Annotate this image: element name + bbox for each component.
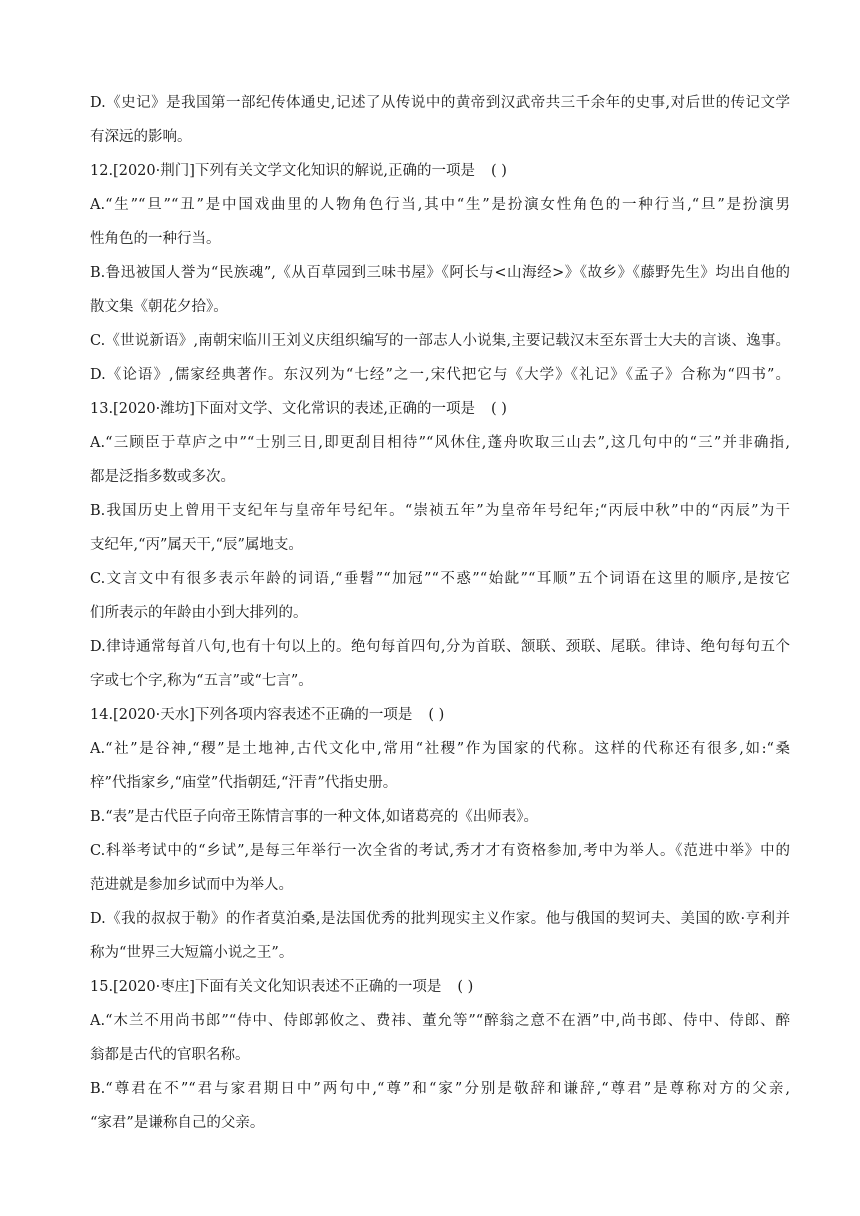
- option-b: B.我国历史上曾用干支纪年与皇帝年号纪年。“崇祯五年”为皇帝年号纪年;“丙辰中秋”中的“丙辰”为干: [90, 503, 790, 519]
- text-line: 有深远的影响。: [90, 129, 192, 145]
- text-line: 性角色的一种行当。: [90, 231, 221, 247]
- text-line: 范进就是参加乡试而中为举人。: [90, 877, 293, 893]
- text-line: 们所表示的年龄由小到大排列的。: [90, 605, 308, 621]
- option-a: A.“木兰不用尚书郎”“侍中、侍郎郭攸之、费祎、董允等”“醉翁之意不在酒”中,尚书郎、侍中、侍郎、醉: [90, 1013, 790, 1029]
- option-d: D.律诗通常每首八句,也有十句以上的。绝句每首四句,分为首联、颔联、颈联、尾联。律诗、绝句每句五个: [90, 639, 790, 655]
- text-line: 都是泛指多数或多次。: [90, 469, 235, 485]
- question-text: 13.[2020·潍坊]下面对文学、文化常识的表述,正确的一项是: [90, 401, 475, 417]
- text-line: D.《史记》是我国第一部纪传体通史,记述了从传说中的黄帝到汉武帝共三千余年的史事,对后世的传记文学: [90, 95, 790, 111]
- text-line: 字或七个字,称为“五言”或“七言”。: [90, 673, 313, 689]
- text-line: 称为“世界三大短篇小说之王”。: [90, 945, 294, 961]
- document-page: [90, 86, 790, 1140]
- option-c: C.科举考试中的“乡试”,是每三年举行一次全省的考试,秀才才有资格参加,考中为举人。《范进中举》中的: [90, 843, 790, 859]
- option-b: B.“尊君在不”“君与家君期日中”两句中,“尊”和“家”分别是敬辞和谦辞,“尊君”是尊称对方的父亲,: [90, 1081, 790, 1097]
- question-14-heading: [90, 698, 790, 732]
- option-c: C.《世说新语》,南朝宋临川王刘义庆组织编写的一部志人小说集,主要记载汉末至东晋士大夫的言谈、逸事。: [90, 333, 790, 349]
- answer-blank: ( ): [457, 979, 474, 995]
- option-c: C.文言文中有很多表示年龄的词语,“垂髫”“加冠”“不惑”“始龀”“耳顺”五个词语在这里的顺序,是按它: [90, 571, 790, 587]
- text-line: 支纪年,“丙”属天干,“辰”属地支。: [90, 537, 303, 553]
- answer-blank: ( ): [491, 401, 507, 417]
- option-d: D.《论语》,儒家经典著作。东汉列为“七经”之一,宋代把它与《大学》《礼记》《孟子》合称为“四书”。: [90, 367, 790, 383]
- text-line: 翁都是古代的官职名称。: [90, 1047, 250, 1063]
- question-text: 14.[2020·天水]下列各项内容表述不正确的一项是: [90, 707, 413, 723]
- answer-blank: ( ): [428, 707, 445, 723]
- question-15-heading: [90, 970, 790, 1004]
- question-13-heading: [90, 392, 790, 426]
- question-12-heading: [90, 154, 790, 188]
- option-d: D.《我的叔叔于勒》的作者莫泊桑,是法国优秀的批判现实主义作家。他与俄国的契诃夫、美国的欧·亨利并: [90, 911, 790, 927]
- text-line: 散文集《朝花夕拾》。: [90, 299, 228, 315]
- option-b: B.鲁迅被国人誉为“民族魂”,《从百草园到三味书屋》《阿长与<山海经>》《故乡》《藤野先生》均出自他的: [90, 265, 790, 281]
- question-text: 12.[2020·荆门]下列有关文学文化知识的解说,正确的一项是: [90, 163, 475, 179]
- text-line: “家君”是谦称自己的父亲。: [90, 1115, 265, 1131]
- answer-blank: ( ): [491, 163, 507, 179]
- option-a: A.“社”是谷神,“稷”是土地神,古代文化中,常用“社稷”作为国家的代称。这样的代称还有很多,如:“桑: [90, 741, 790, 757]
- option-a: A.“三顾臣于草庐之中”“士别三日,即更刮目相待”“风休住,蓬舟吹取三山去”,这几句中的“三”并非确指,: [90, 435, 790, 451]
- text-line: 梓”代指家乡,“庙堂”代指朝廷,“汗青”代指史册。: [90, 775, 398, 791]
- option-a: A.“生”“旦”“丑”是中国戏曲里的人物角色行当,其中“生”是扮演女性角色的一种行当,“旦”是扮演男: [90, 197, 790, 213]
- question-text: 15.[2020·枣庄]下面有关文化知识表述不正确的一项是: [90, 979, 442, 995]
- option-b: B.“表”是古代臣子向帝王陈情言事的一种文体,如诸葛亮的《出师表》。: [90, 809, 538, 825]
